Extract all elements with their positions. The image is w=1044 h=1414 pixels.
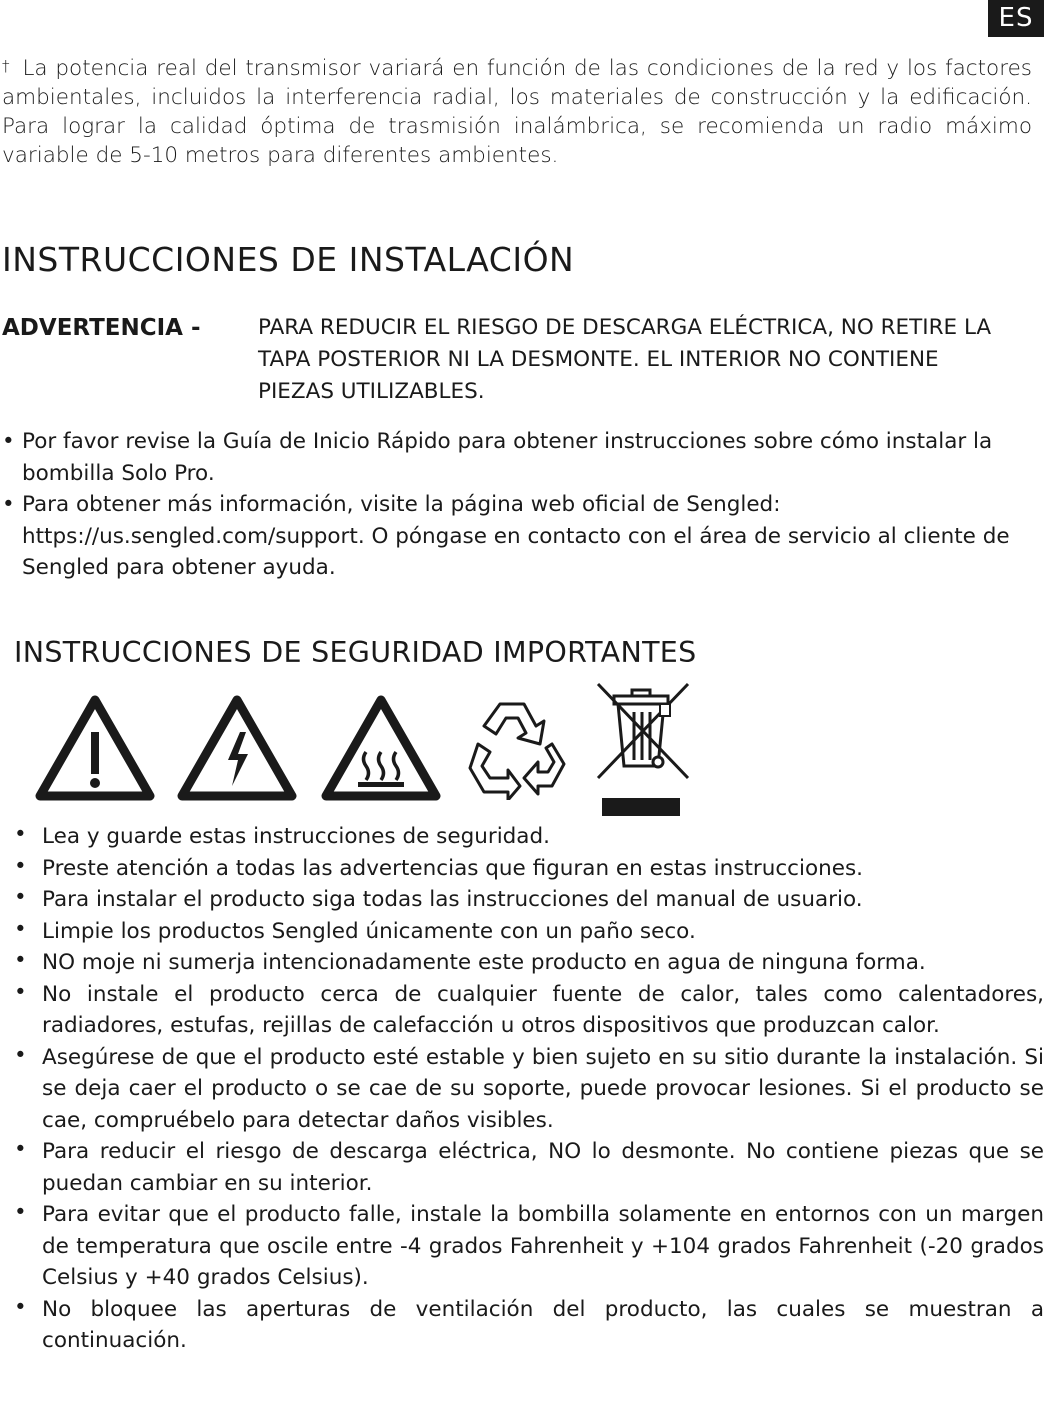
bullet-dot: • <box>14 853 27 879</box>
list-item-text: Asegúrese de que el producto esté estable y bien sujeto en su sitio durante la instalación. Si se deja caer el producto o se cae de su soporte, puede provocar lesiones. Si el producto se cae, compruébelo para detectar daños visibles. <box>42 1044 1044 1133</box>
safety-icons <box>30 680 710 820</box>
list-item-text: Limpie los productos Sengled únicamente con un paño seco. <box>42 918 696 944</box>
bullet-dot: • <box>14 1200 27 1225</box>
list-item <box>14 979 1044 1042</box>
list-item-text: No bloquee las aperturas de ventilación del producto, las cuales se muestran a continuación. <box>42 1296 1044 1353</box>
recycle-icon <box>462 696 572 800</box>
footnote-marker: † <box>2 57 11 75</box>
list-item-text: Lea y guarde estas instrucciones de seguridad. <box>42 824 550 849</box>
list-item-text: No instale el producto cerca de cualquier fuente de calor, tales como calentadores, radiadores, estufas, rejillas de calefacción u otros dispositivos que produzcan calor. <box>42 981 1044 1038</box>
list-item-text: Por favor revise la Guía de Inicio Rápido para obtener instrucciones sobre cómo instalar la bombilla Solo Pro. <box>22 429 993 486</box>
list-item <box>2 426 1042 489</box>
warning-text: PARA REDUCIR EL RIESGO DE DESCARGA ELÉCTRICA, NO RETIRE LA TAPA POSTERIOR NI LA DESMONTE. EL INTERIOR NO CONTIENE PIEZAS UTILIZABLES. <box>258 315 992 404</box>
bullet-dot: • <box>2 492 15 517</box>
bullet-dot: • <box>14 822 27 847</box>
bullet-dot: • <box>2 429 15 454</box>
list-item <box>14 853 1044 885</box>
list-item <box>14 1294 1044 1357</box>
warning-label: ADVERTENCIA - <box>2 315 201 341</box>
list-item <box>14 916 1044 948</box>
crossed-out-bin-icon <box>596 682 690 816</box>
list-item-text: Para instalar el producto siga todas las instrucciones del manual de usuario. <box>42 887 863 912</box>
bullet-dot: • <box>14 1042 27 1068</box>
bullet-dot: • <box>14 885 27 910</box>
list-item-text: Para obtener más información, visite la página web oficial de Sengled: https://us.sengled.com/support. O póngase en contacto con el área de servicio al cliente de Sengled para obtener ayuda. <box>22 492 1010 580</box>
list-item <box>14 1136 1044 1199</box>
hot-surface-icon <box>320 694 442 802</box>
transmitter-footnote <box>2 54 1032 170</box>
list-item <box>14 821 1044 853</box>
installation-list <box>2 426 1042 584</box>
list-item-text: Para evitar que el producto falle, instale la bombilla solamente en entornos con un margen de temperatura que oscile entre -4 grados Fahrenheit y +104 grados Fahrenheit (-20 grados Celsius y +40 grados Celsius). <box>42 1202 1044 1290</box>
list-item <box>2 489 1042 584</box>
installation-heading: INSTRUCCIONES DE INSTALACIÓN <box>2 240 575 279</box>
language-badge: ES <box>988 0 1044 37</box>
bullet-dot: • <box>14 948 27 973</box>
safety-list <box>14 821 1044 1357</box>
list-item <box>14 1042 1044 1137</box>
list-item <box>14 884 1044 916</box>
bullet-dot: • <box>14 1137 27 1162</box>
list-item-text: Preste atención a todas las advertencias que figuran en estas instrucciones. <box>42 855 864 881</box>
bullet-dot: • <box>14 979 27 1005</box>
safety-heading: INSTRUCCIONES DE SEGURIDAD IMPORTANTES <box>14 636 697 669</box>
list-item <box>14 1199 1044 1294</box>
warning-exclamation-icon <box>34 694 156 802</box>
list-item <box>14 947 1044 979</box>
list-item-text: NO moje ni sumerja intencionadamente este producto en agua de ninguna forma. <box>42 950 926 975</box>
electric-shock-icon <box>176 694 298 802</box>
bullet-dot: • <box>14 1294 27 1320</box>
footnote-text: La potencia real del transmisor variará en función de las condiciones de la red y los factores ambientales, incluidos la interferencia radial, los materiales de construcción y la edificación. Para lograr la calidad óptima de trasmisión inalámbrica, se recomienda un radio máximo variable de 5-10 metros para diferentes ambientes. <box>2 56 1032 168</box>
list-item-text: Para reducir el riesgo de descarga eléctrica, NO lo desmonte. No contiene piezas que se puedan cambiar en su interior. <box>42 1139 1044 1196</box>
bullet-dot: • <box>14 916 27 942</box>
